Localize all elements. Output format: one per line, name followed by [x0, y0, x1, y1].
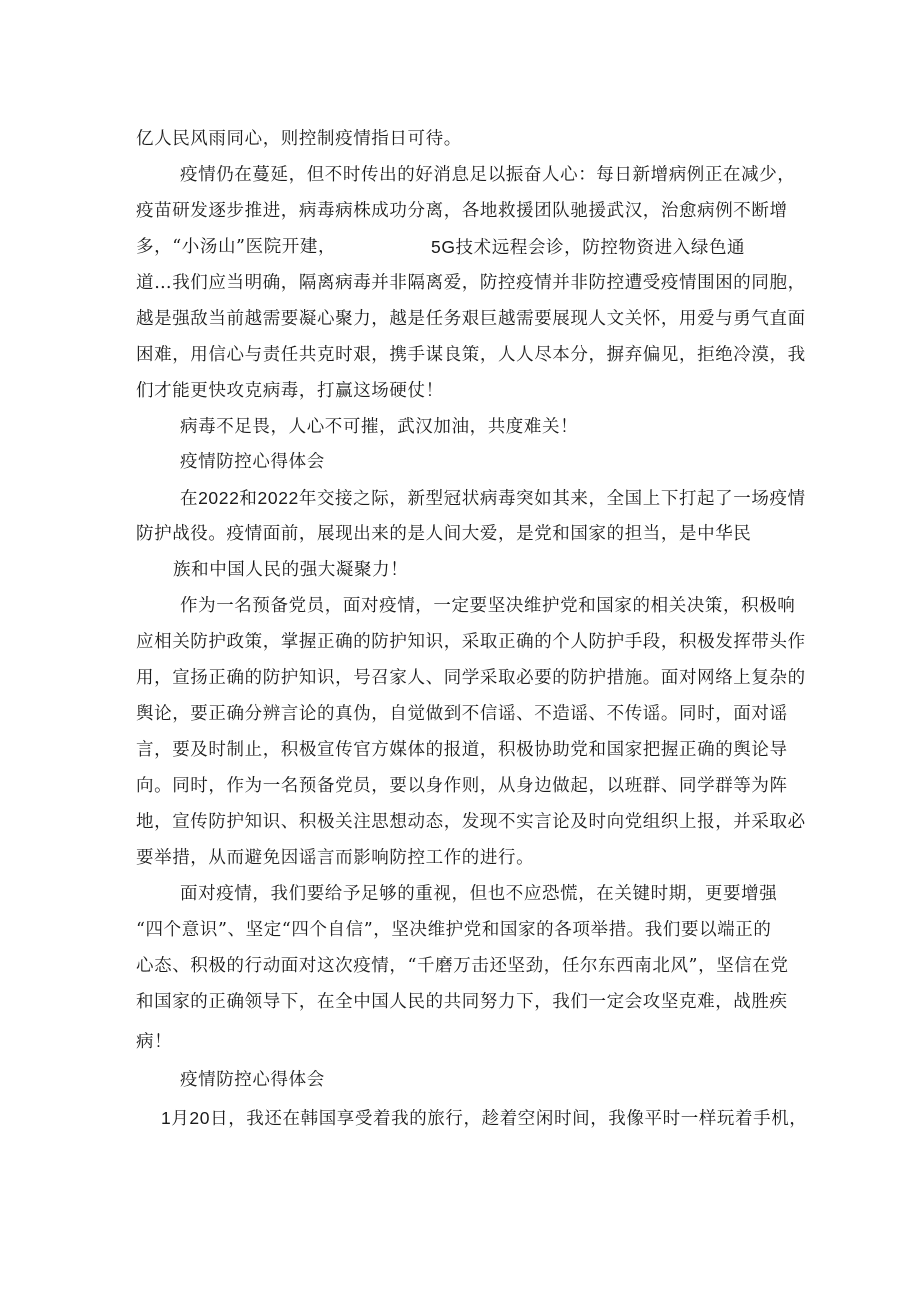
- text-line: 道…我们应当明确，隔离病毒并非隔离爱，防控疫情并非防控遭受疫情围困的同胞，: [136, 273, 806, 293]
- text-line: 要举措，从而避免因谣言而影响防控工作的进行。: [136, 848, 535, 868]
- text-line: 心态、积极的行动面对这次疫情，“千磨万击还坚劲，任尔东西南北风”，坚信在党: [136, 956, 789, 976]
- text-line: 和国家的正确领导下，在全中国人民的共同努力下，我们一定会攻坚克难，战胜疾: [136, 992, 788, 1012]
- text-line: 疫苗研发逐步推进，病毒病株成功分离，各地救援团队驰援武汉，治愈病例不断增: [136, 201, 788, 221]
- text-line: 作为一名预备党员，面对疫情，一定要坚决维护党和国家的相关决策，积极响: [180, 596, 796, 616]
- text-line: 地，宣传防护知识、积极关注思想动态，发现不实言论及时向党组织上报，并采取必: [136, 812, 806, 832]
- text-line: 多，“小汤山”医院开建，: [136, 237, 337, 257]
- text-line: 5G技术远程会诊，防控物资进入绿色通: [431, 237, 746, 257]
- text-line: 面对疫情，我们要给予足够的重视，但也不应恐慌，在关键时期，更要增强: [180, 884, 778, 904]
- text-line: 防护战役。疫情面前，展现出来的是人间大爱，是党和国家的担当，是中华民: [136, 524, 752, 544]
- text-line: 疫情仍在蔓延，但不时传出的好消息足以振奋人心：每日新增病例正在减少，: [180, 165, 796, 185]
- text-line: 向。同时，作为一名预备党员，要以身作则，从身边做起，以班群、同学群等为阵: [136, 776, 788, 796]
- text-line: 在2022和2022年交接之际，新型冠状病毒突如其来，全国上下打起了一场疫情: [180, 488, 806, 508]
- text-line: 舆论，要正确分辨言论的真伪，自觉做到不信谣、不造谣、不传谣。同时，面对谣: [136, 704, 788, 724]
- text-line: 用，宣扬正确的防护知识，号召家人、同学采取必要的防护措施。面对网络上复杂的: [136, 668, 806, 688]
- text-line: 病毒不足畏，人心不可摧，武汉加油，共度难关！: [180, 417, 579, 437]
- text-line: 言，要及时制止，积极宣传官方媒体的报道，积极协助党和国家把握正确的舆论导: [136, 740, 788, 760]
- section-heading: 疫情防控心得体会: [180, 1070, 325, 1090]
- text-line: “四个意识”、坚定“四个自信”，坚决维护党和国家的各项举措。我们要以端正的: [136, 920, 772, 940]
- text-line: 应相关防护政策，掌握正确的防护知识，采取正确的个人防护手段，积极发挥带头作: [136, 632, 806, 652]
- text-line: 病！: [136, 1032, 173, 1052]
- text-line: 困难，用信心与责任共克时艰，携手谋良策，人人尽本分，摒弃偏见，拒绝冷漠，我: [136, 345, 806, 365]
- text-line: 族和中国人民的强大凝聚力！: [173, 560, 409, 580]
- text-line: 越是强敌当前越需要凝心聚力，越是任务艰巨越需要展现人文关怀，用爱与勇气直面: [136, 309, 806, 329]
- text-line: 们才能更快攻克病毒，打赢这场硬仗！: [136, 381, 444, 401]
- text-line: 亿人民风雨同心，则控制疫情指日可待。: [136, 129, 462, 149]
- section-heading: 疫情防控心得体会: [180, 452, 325, 472]
- text-line: 1月20日，我还在韩国享受着我的旅行，趁着空闲时间，我像平时一样玩着手机，: [161, 1108, 808, 1128]
